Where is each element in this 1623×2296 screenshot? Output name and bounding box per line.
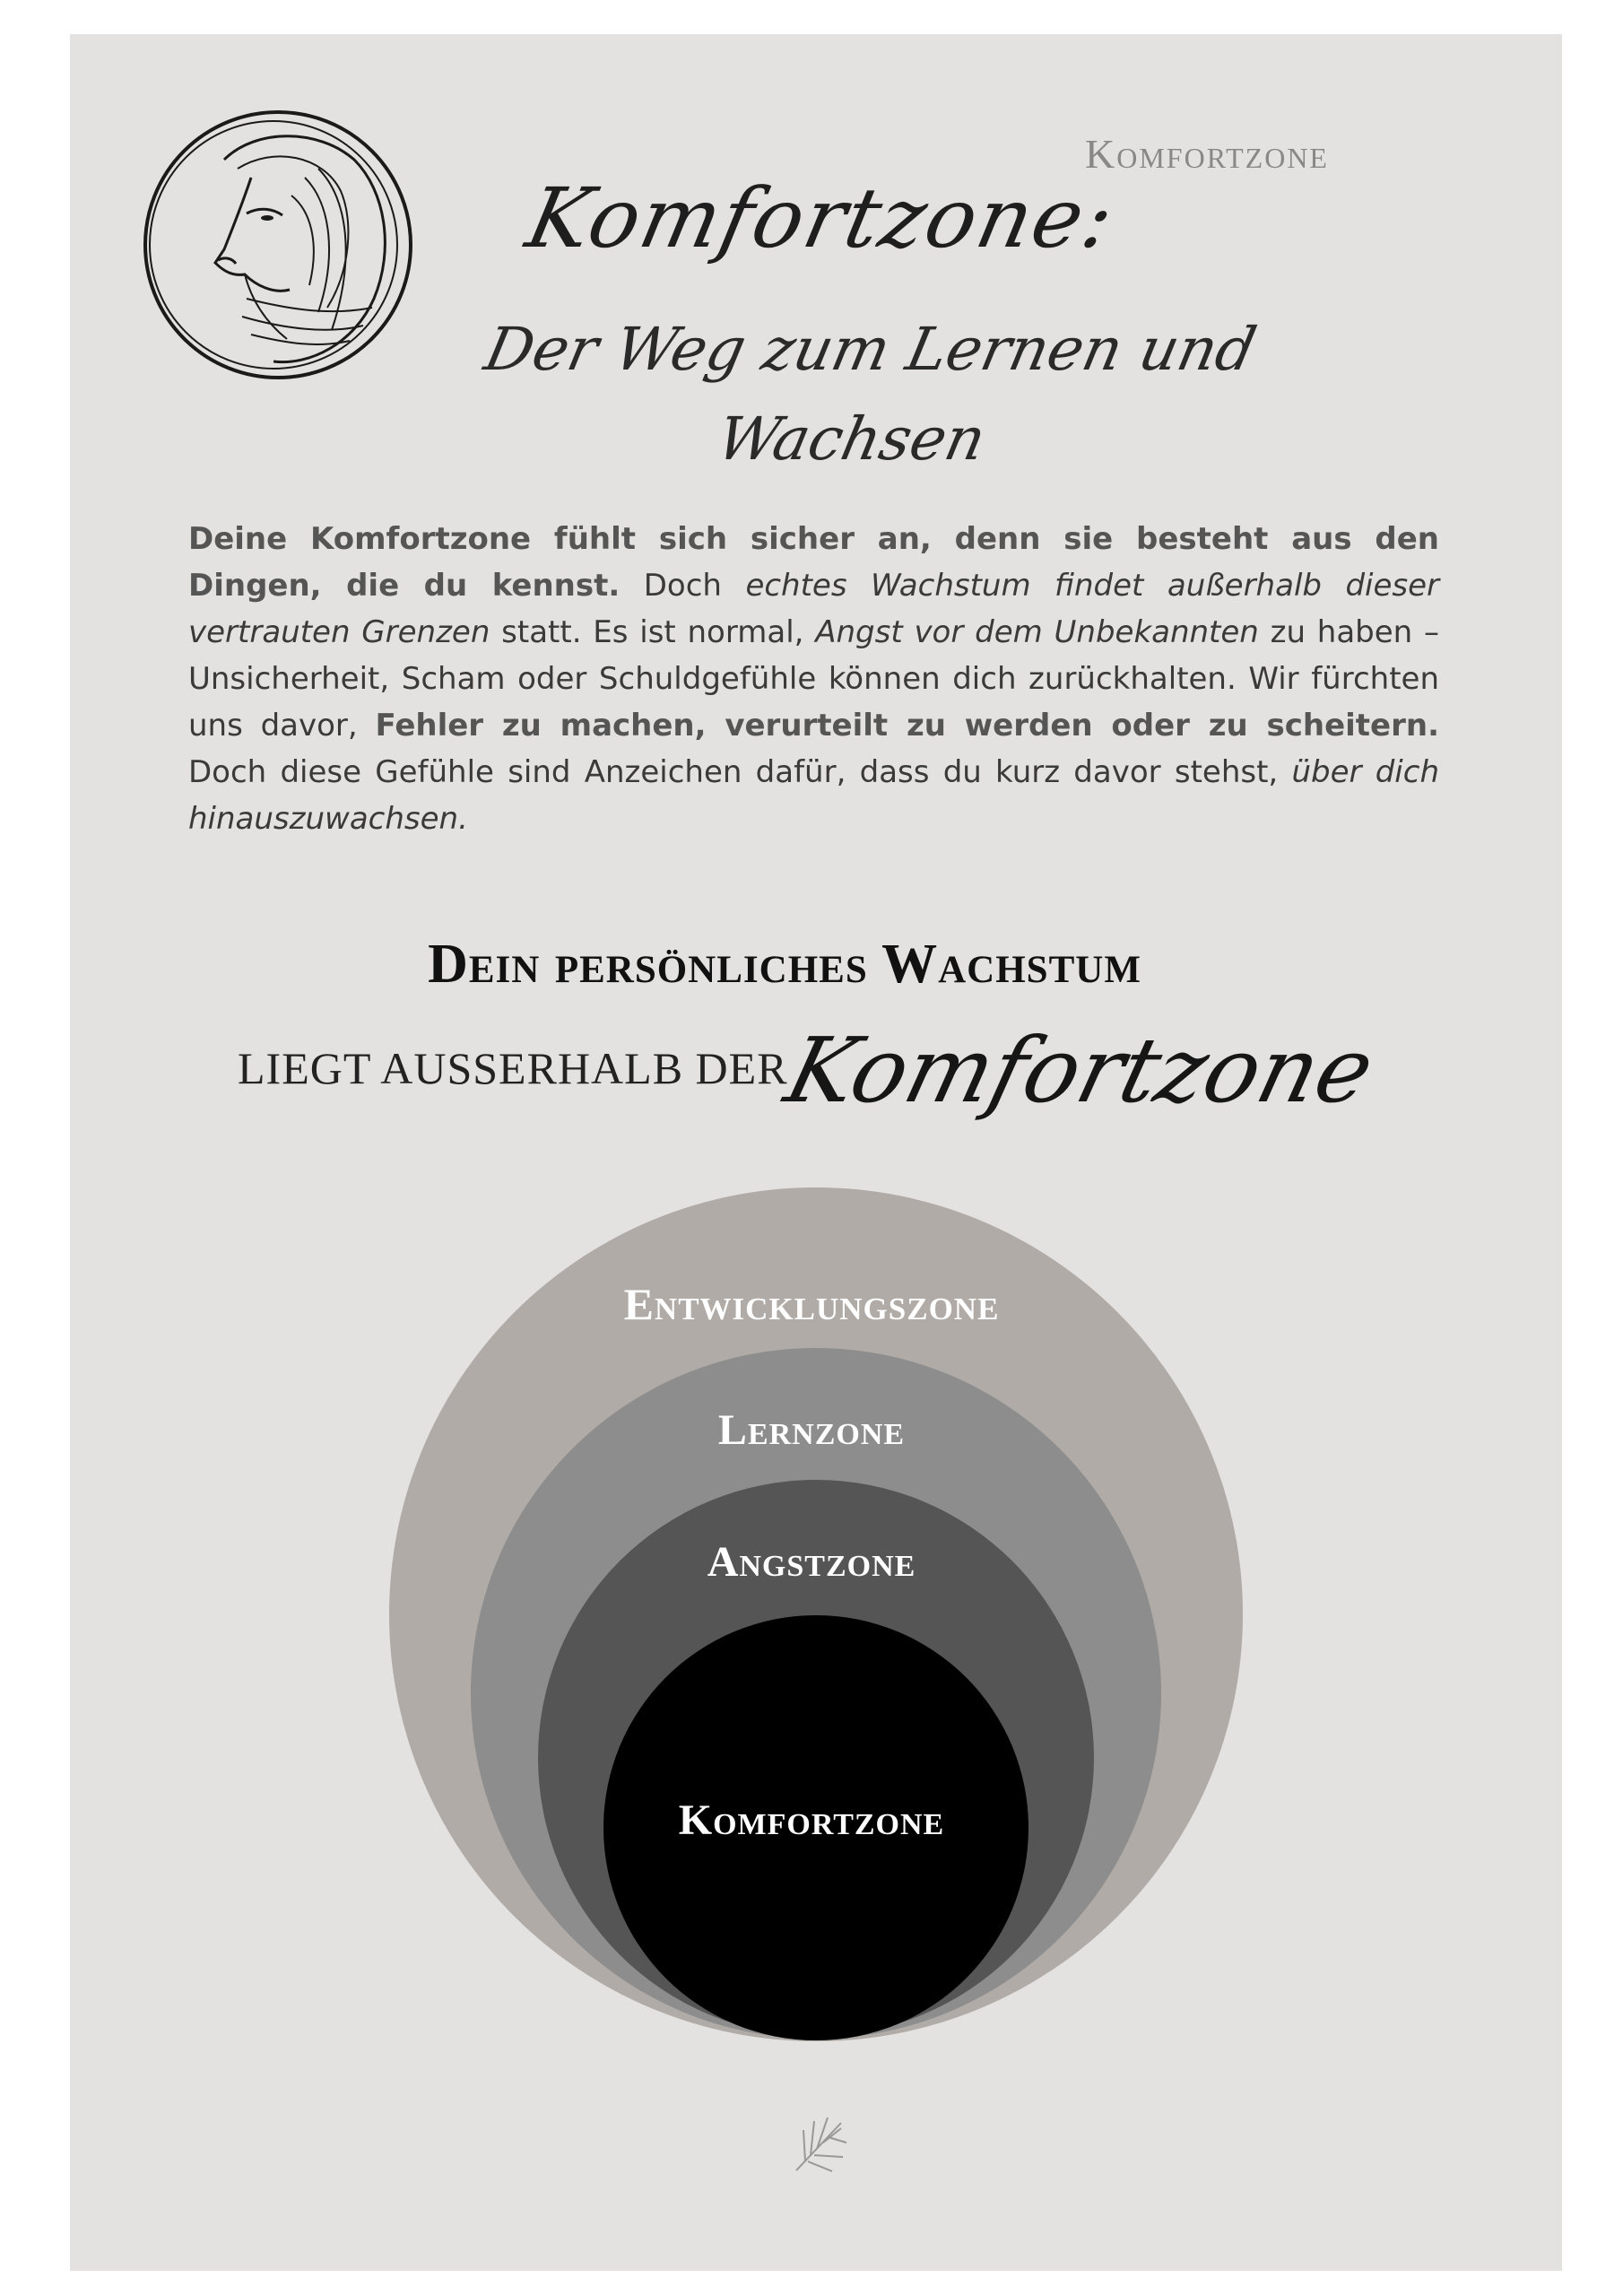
intro-text-2: Doch — [620, 568, 746, 604]
script-subtitle: Der Weg zum Lernen und Wachsen — [479, 315, 1263, 474]
zone-label-lernzone: Lernzone — [717, 1406, 906, 1454]
intro-bold-1: Deine Komfortzone fühlt sich sicher an, denn sie besteht aus den Dingen, die du kennst. — [188, 521, 1439, 604]
headline: Dein persönliches Wachstum — [428, 934, 1141, 995]
intro-text-8: Doch diese Gefühle sind Anzeichen dafür, dass du kurz davor stehst, — [188, 754, 1292, 790]
script-title: Komfortzone: — [518, 170, 1124, 266]
zone-label-entwicklung: Entwicklungszone — [623, 1279, 1000, 1329]
headline-script-word: Komfortzone — [776, 1018, 1384, 1123]
intro-italic-5: Angst vor dem Unbekannten — [815, 614, 1259, 650]
intro-bold-7: Fehler zu machen, verurteilt zu werden oder zu scheitern. — [375, 708, 1439, 744]
headline-subline: LIEGT AUSSERHALB DER — [238, 1043, 788, 1093]
intro-text-4: statt. Es ist normal, — [490, 614, 816, 650]
intro-italic-3: echtes Wachstum findet außerhalb dieser vertrauten Grenzen — [188, 568, 1439, 650]
header-label: Komfortzone — [1085, 131, 1329, 177]
zone-label-angstzone: Angstzone — [707, 1538, 916, 1586]
intro-text-6: zu haben – Unsicherheit, Scham oder Schuldgefühle können dich zurückhalten. Wir fürchten uns davor, — [188, 614, 1440, 744]
intro-italic-9: über dich hinauszuwachsen. — [188, 754, 1439, 837]
palm-leaf-icon — [778, 2112, 850, 2184]
zone-label-komfortzone: Komfortzone — [678, 1796, 945, 1844]
